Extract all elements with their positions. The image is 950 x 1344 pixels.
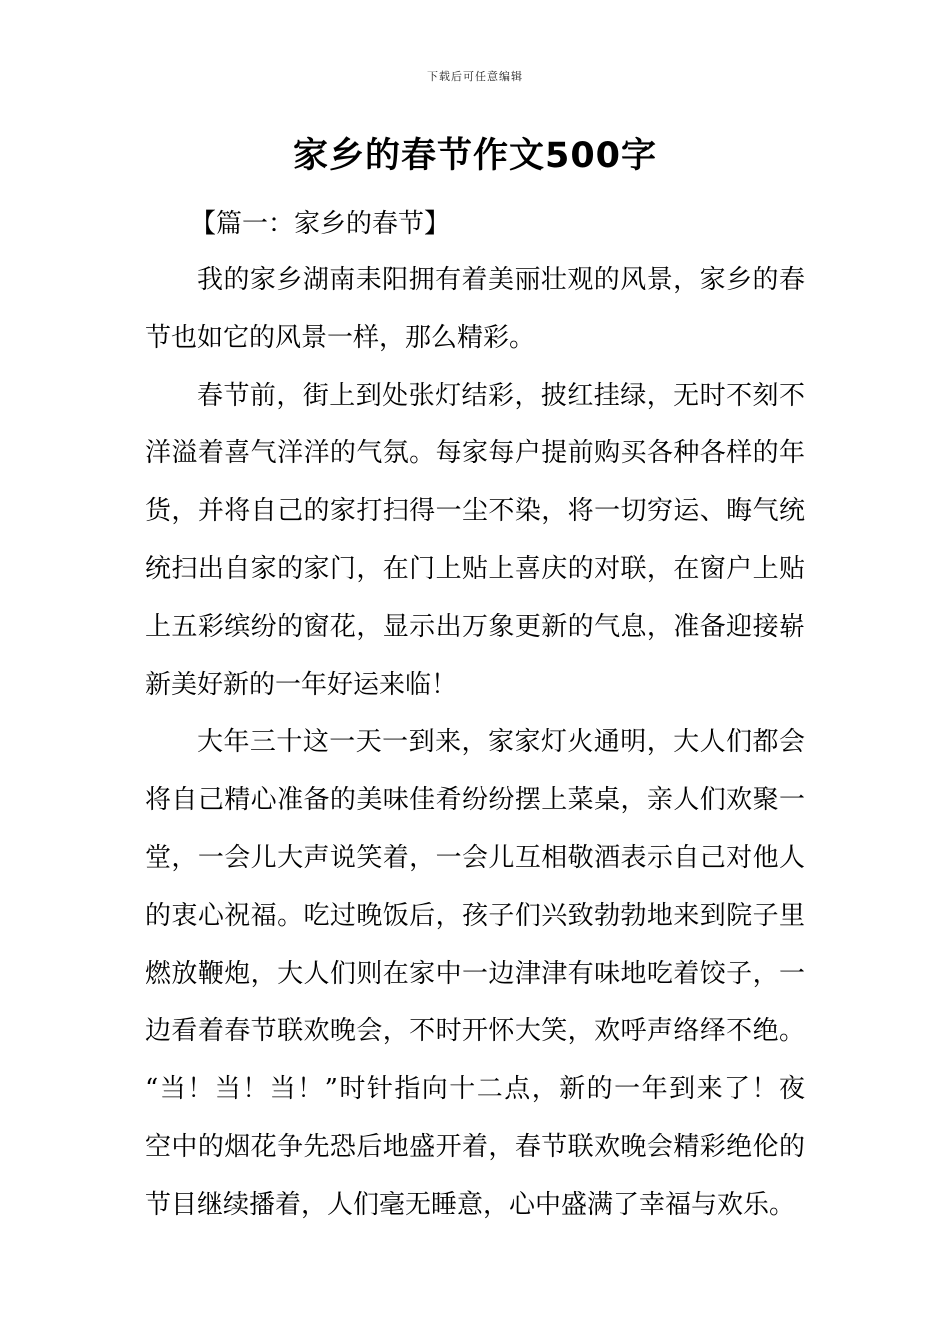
paragraph-line: 将自己精心准备的美味佳肴纷纷摆上菜桌，亲人们欢聚一 bbox=[145, 785, 805, 816]
paragraph-3 bbox=[145, 714, 805, 1234]
paragraph-line: 空中的烟花争先恐后地盛开着，春节联欢晚会精彩绝伦的 bbox=[145, 1131, 805, 1162]
paragraph-line: 上五彩缤纷的窗花，显示出万象更新的气息，准备迎接崭 bbox=[145, 611, 805, 642]
paragraph-line: 大年三十这一天一到来，家家灯火通明，大人们都会 bbox=[197, 727, 805, 758]
paragraph-line: 节目继续播着，人们毫无睡意，心中盛满了幸福与欢乐。 bbox=[145, 1189, 796, 1220]
paragraph-line: 的衷心祝福。吃过晚饭后，孩子们兴致勃勃地来到院子里 bbox=[145, 900, 805, 931]
paragraph-1 bbox=[145, 252, 805, 368]
paragraph-line: 节也如它的风景一样，那么精彩。 bbox=[145, 322, 536, 353]
document-title: 家乡的春节作文500字 bbox=[292, 136, 658, 176]
header-note: 下载后可任意编辑 bbox=[427, 70, 523, 83]
paragraph-line: 货，并将自己的家打扫得一尘不染，将一切穷运、晦气统 bbox=[145, 496, 805, 527]
paragraph-line: “当！当！当！”时针指向十二点，新的一年到来了！夜 bbox=[145, 1074, 805, 1105]
paragraph-2 bbox=[145, 368, 805, 715]
paragraph-line: 春节前，街上到处张灯结彩，披红挂绿，无时不刻不 bbox=[197, 380, 805, 411]
paragraph-line: 燃放鞭炮，大人们则在家中一边津津有味地吃着饺子，一 bbox=[145, 958, 805, 989]
paragraph-line: 边看着春节联欢晚会，不时开怀大笑，欢呼声络绎不绝。 bbox=[145, 1016, 805, 1047]
section-heading: 【篇一：家乡的春节】 bbox=[190, 209, 451, 239]
paragraph-line: 新美好新的一年好运来临！ bbox=[145, 669, 458, 700]
paragraph-line: 堂，一会儿大声说笑着，一会儿互相敬酒表示自己对他人 bbox=[145, 842, 805, 873]
body-text bbox=[145, 252, 805, 1235]
paragraph-line: 我的家乡湖南耒阳拥有着美丽壮观的风景，家乡的春 bbox=[197, 265, 805, 295]
paragraph-line: 统扫出自家的家门，在门上贴上喜庆的对联，在窗户上贴 bbox=[145, 553, 805, 584]
paragraph-line: 洋溢着喜气洋洋的气氛。每家每户提前购买各种各样的年 bbox=[145, 438, 805, 469]
